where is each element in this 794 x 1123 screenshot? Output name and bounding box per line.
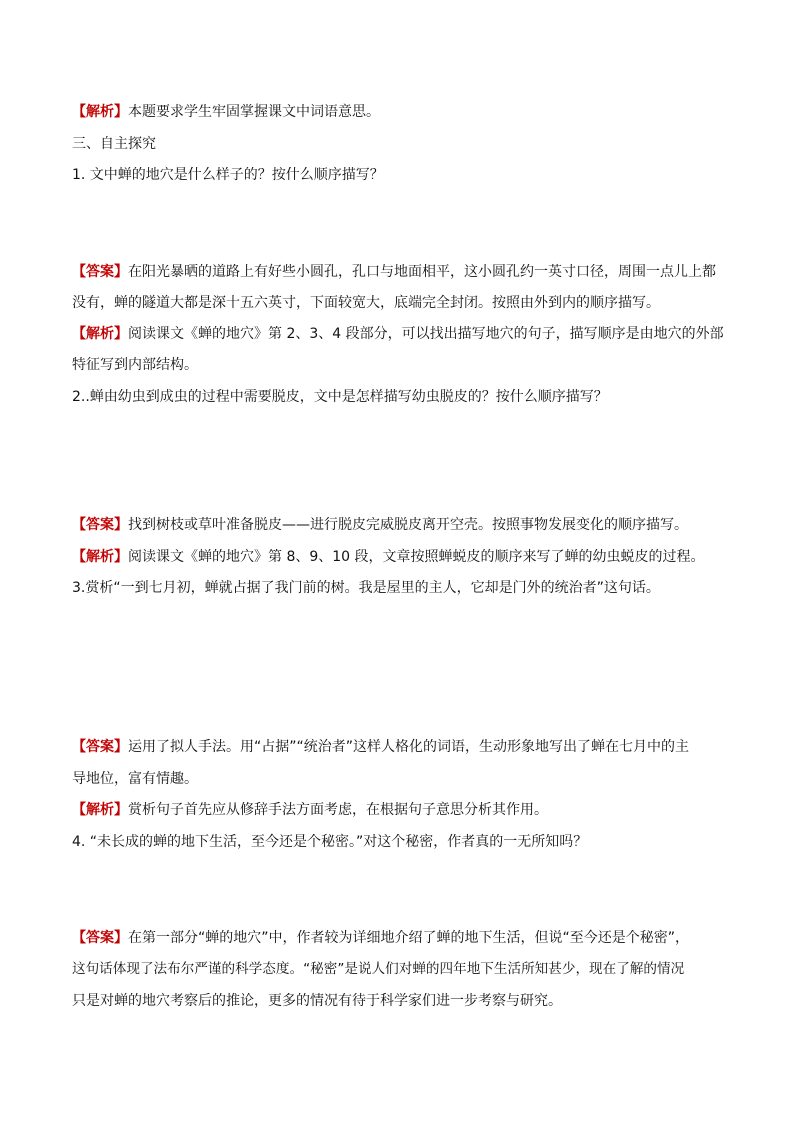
analysis-label: 【解析】 [72, 549, 128, 565]
answer-2-paragraph [72, 515, 688, 535]
analysis-paragraph [72, 102, 380, 122]
analysis-1-text-line-2: 特征写到内部结构。 [72, 357, 198, 373]
question-3: 3.赏析“一到七月初，蝉就占据了我门前的树。我是屋里的主人，它却是门外的统治者”这句话。 [72, 580, 660, 596]
question-1: 1. 文中蝉的地穴是什么样子的？按什么顺序描写？ [72, 167, 384, 183]
analysis-label: 【解析】 [72, 326, 128, 342]
answer-4-text-line-1: 在第一部分“蝉的地穴”中，作者较为详细地介绍了蝉的地下生活，但说“至今还是个秘密”， [128, 930, 690, 946]
analysis-text: 本题要求学生牢固掌握课文中词语意思。 [128, 104, 380, 120]
analysis-1-text-line-1: 阅读课文《蝉的地穴》第 2、3、4 段部分，可以找出描写地穴的句子，描写顺序是由地穴的外部 [128, 326, 724, 342]
analysis-3-paragraph [72, 800, 548, 820]
answer-2-text: 找到树枝或草叶准备脱皮——进行脱皮完威脱皮离开空壳。按照事物发展变化的顺序描写。 [128, 517, 688, 533]
answer-4-text-line-2: 这句话体现了法布尔严谨的科学态度。“秘密”是说人们对蝉的四年地下生活所知甚少，现在了解的情况 [72, 961, 685, 977]
answer-1-text-line-2: 没有，蝉的隧道大都是深十五六英寸，下面较宽大，底端完全封闭。按照由外到内的顺序描写。 [72, 295, 660, 311]
question-4: 4. “未长成的蝉的地下生活，至今还是个秘密。”对这个秘密，作者真的一无所知吗？ [72, 834, 588, 850]
answer-1-paragraph [72, 262, 716, 282]
answer-label: 【答案】 [72, 739, 128, 755]
question-2: 2..蝉由幼虫到成虫的过程中需要脱皮，文中是怎样描写幼虫脱皮的？按什么顺序描写？ [72, 389, 608, 405]
answer-label: 【答案】 [72, 517, 128, 533]
answer-3-text-line-2: 导地位，富有情趣。 [72, 771, 198, 787]
analysis-label: 【解析】 [72, 104, 128, 120]
answer-3-text-line-1: 运用了拟人手法。用“占据”“统治者”这样人格化的词语，生动形象地写出了蝉在七月中的主 [128, 739, 690, 755]
answer-3-paragraph [72, 737, 689, 757]
analysis-3-text: 赏析句子首先应从修辞手法方面考虑，在根据句子意思分析其作用。 [128, 802, 548, 818]
analysis-label: 【解析】 [72, 802, 128, 818]
section-heading: 三、自主探究 [72, 136, 156, 152]
analysis-2-paragraph [72, 547, 705, 567]
analysis-1-paragraph [72, 324, 724, 344]
answer-1-text-line-1: 在阳光暴晒的道路上有好些小圆孔，孔口与地面相平，这小圆孔约一英寸口径，周围一点儿上都 [128, 264, 716, 280]
analysis-2-text: 阅读课文《蝉的地穴》第 8、9、10 段，文章按照蝉蜕皮的顺序来写了蝉的幼虫蜕皮的过程。 [128, 549, 705, 565]
answer-4-text-line-3: 只是对蝉的地穴考察后的推论，更多的情况有待于科学家们进一步考察与研究。 [72, 993, 562, 1009]
answer-4-paragraph [72, 928, 689, 948]
answer-label: 【答案】 [72, 264, 128, 280]
answer-label: 【答案】 [72, 930, 128, 946]
